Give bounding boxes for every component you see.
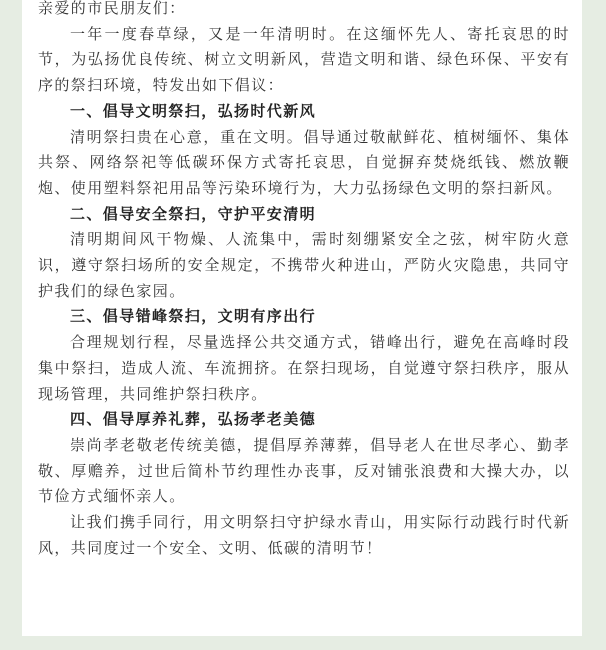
section-2-heading: 二、倡导安全祭扫，守护平安清明 xyxy=(70,204,317,223)
section-2-body: 清明期间风干物燥、人流集中，需时刻绷紧安全之弦，树牢防火意识，遵守祭扫场所的安全规定，不携带火种进山，严防火灾隐患，共同守护我们的绿色家园。 xyxy=(38,230,570,300)
section-1-heading: 一、倡导文明祭扫，弘扬时代新风 xyxy=(70,101,317,120)
intro-paragraph: 一年一度春草绿，又是一年清明时。在这缅怀先人、寄托哀思的时节，为弘扬优良传统、树立文明新风，营造文明和谐、绿色环保、平安有序的祭扫环境，特发出如下倡议： xyxy=(38,24,570,95)
section-1-body: 清明祭扫贵在心意，重在文明。倡导通过敬献鲜花、植树缅怀、集体共祭、网络祭祀等低碳环保方式寄托哀思，自觉摒弃焚烧纸钱、燃放鞭炮、使用塑料祭祀用品等污染环境行为，大力弘扬绿色文明的祭扫新风。 xyxy=(38,127,570,197)
proposal-document xyxy=(38,0,570,561)
section-3-body: 合理规划行程，尽量选择公共交通方式，错峰出行，避免在高峰时段集中祭扫，造成人流、车流拥挤。在祭扫现场，自觉遵守祭扫秩序，服从现场管理，共同维护祭扫秩序。 xyxy=(38,333,570,403)
greeting: 亲爱的市民朋友们： xyxy=(38,0,186,17)
closing-paragraph: 让我们携手同行，用文明祭扫守护绿水青山，用实际行动践行时代新风，共同度过一个安全、文明、低碳的清明节！ xyxy=(38,513,570,557)
section-3-heading: 三、倡导错峰祭扫，文明有序出行 xyxy=(70,307,317,326)
section-4-body: 崇尚孝老敬老传统美德，提倡厚养薄葬，倡导老人在世尽孝心、勤孝敬、厚赡养，过世后简朴节约理性办丧事，反对铺张浪费和大操大办，以节俭方式缅怀亲人。 xyxy=(38,435,570,506)
section-4-heading: 四、倡导厚养礼葬，弘扬孝老美德 xyxy=(70,410,317,429)
